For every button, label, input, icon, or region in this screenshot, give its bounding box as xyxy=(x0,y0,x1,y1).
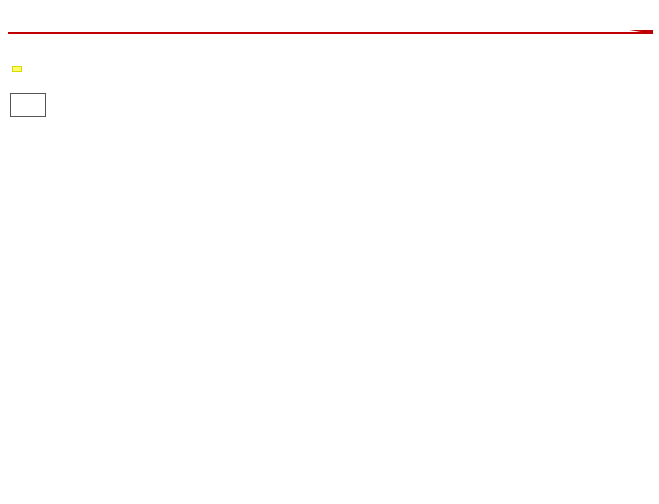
ranking-corner xyxy=(11,94,46,117)
provision-tag xyxy=(12,66,22,72)
title-accent xyxy=(629,30,653,34)
title-bar xyxy=(0,0,659,34)
ranking-table xyxy=(10,93,46,117)
title-underline xyxy=(8,32,653,34)
